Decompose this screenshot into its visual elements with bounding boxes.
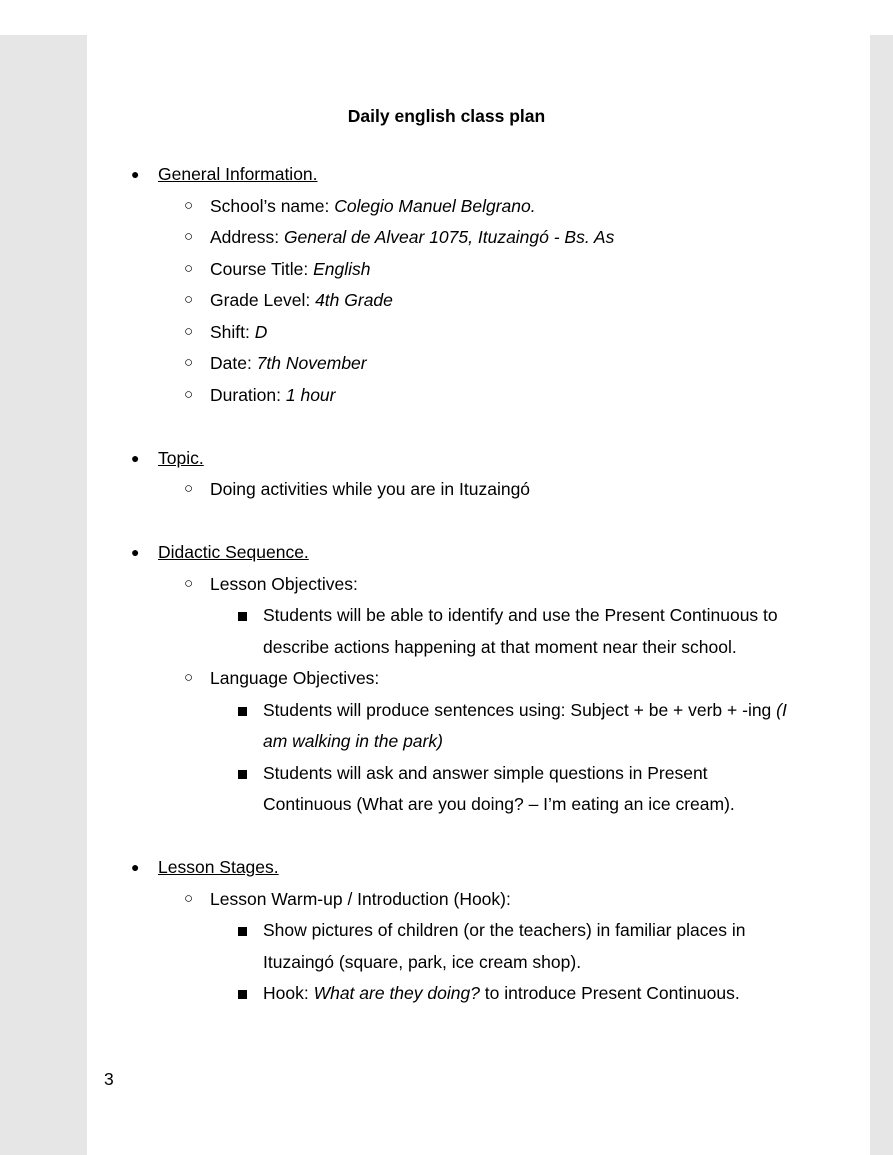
square-bullet-icon <box>238 927 247 936</box>
warmup-label: Lesson Warm-up / Introduction (Hook): <box>210 889 511 909</box>
language-objective-2-line-2: Continuous (What are you doing? – I’m eating an ice cream). <box>263 794 735 814</box>
warmup-item-1-line-1: Show pictures of children (or the teachers) in familiar places in <box>263 920 746 940</box>
square-bullet-icon <box>238 612 247 621</box>
square-bullet-icon <box>238 707 247 716</box>
language-objectives-label: Language Objectives: <box>210 668 380 688</box>
lesson-objectives-label: Lesson Objectives: <box>210 574 358 594</box>
section-heading-topic: Topic. <box>158 448 204 468</box>
circle-bullet-icon: ○ <box>184 354 194 371</box>
circle-bullet-icon: ○ <box>184 228 194 245</box>
warmup-item-1-line-2: Ituzaingó (square, park, ice cream shop). <box>263 952 582 972</box>
section-heading-general: General Information. <box>158 164 318 184</box>
general-item-date: Date: 7th November <box>210 353 367 373</box>
bullet-icon: ● <box>131 166 140 182</box>
general-item-course: Course Title: English <box>210 259 371 279</box>
circle-bullet-icon: ○ <box>184 480 194 497</box>
bullet-icon: ● <box>131 544 140 560</box>
language-objective-1-line-1: Students will produce sentences using: Subject + be + verb + -ing (I <box>263 700 787 720</box>
square-bullet-icon <box>238 990 247 999</box>
general-item-address: Address: General de Alvear 1075, Ituzaingó - Bs. As <box>210 227 615 247</box>
page-title: Daily english class plan <box>347 106 546 126</box>
circle-bullet-icon: ○ <box>184 890 194 907</box>
circle-bullet-icon: ○ <box>184 575 194 592</box>
lesson-objective-line-2: describe actions happening at that moment near their school. <box>263 637 737 657</box>
viewer-background-right <box>870 35 893 1155</box>
general-item-school: School’s name: Colegio Manuel Belgrano. <box>210 196 536 216</box>
viewer-background-left <box>0 35 87 1155</box>
general-item-grade: Grade Level: 4th Grade <box>210 290 393 310</box>
general-item-duration: Duration: 1 hour <box>210 385 336 405</box>
circle-bullet-icon: ○ <box>184 386 194 403</box>
circle-bullet-icon: ○ <box>184 197 194 214</box>
general-item-shift: Shift: D <box>210 322 268 342</box>
square-bullet-icon <box>238 770 247 779</box>
circle-bullet-icon: ○ <box>184 323 194 340</box>
circle-bullet-icon: ○ <box>184 669 194 686</box>
section-heading-stages: Lesson Stages. <box>158 857 279 877</box>
bullet-icon: ● <box>131 450 140 466</box>
circle-bullet-icon: ○ <box>184 291 194 308</box>
language-objective-2-line-1: Students will ask and answer simple questions in Present <box>263 763 708 783</box>
circle-bullet-icon: ○ <box>184 260 194 277</box>
page-number: 3 <box>104 1069 114 1089</box>
lesson-objective-line-1: Students will be able to identify and use the Present Continuous to <box>263 605 778 625</box>
bullet-icon: ● <box>131 859 140 875</box>
language-objective-1-line-2: am walking in the park) <box>263 731 443 751</box>
warmup-item-2: Hook: What are they doing? to introduce Present Continuous. <box>263 983 740 1003</box>
section-heading-didactic: Didactic Sequence. <box>158 542 309 562</box>
topic-item: Doing activities while you are in Ituzaingó <box>210 479 531 499</box>
